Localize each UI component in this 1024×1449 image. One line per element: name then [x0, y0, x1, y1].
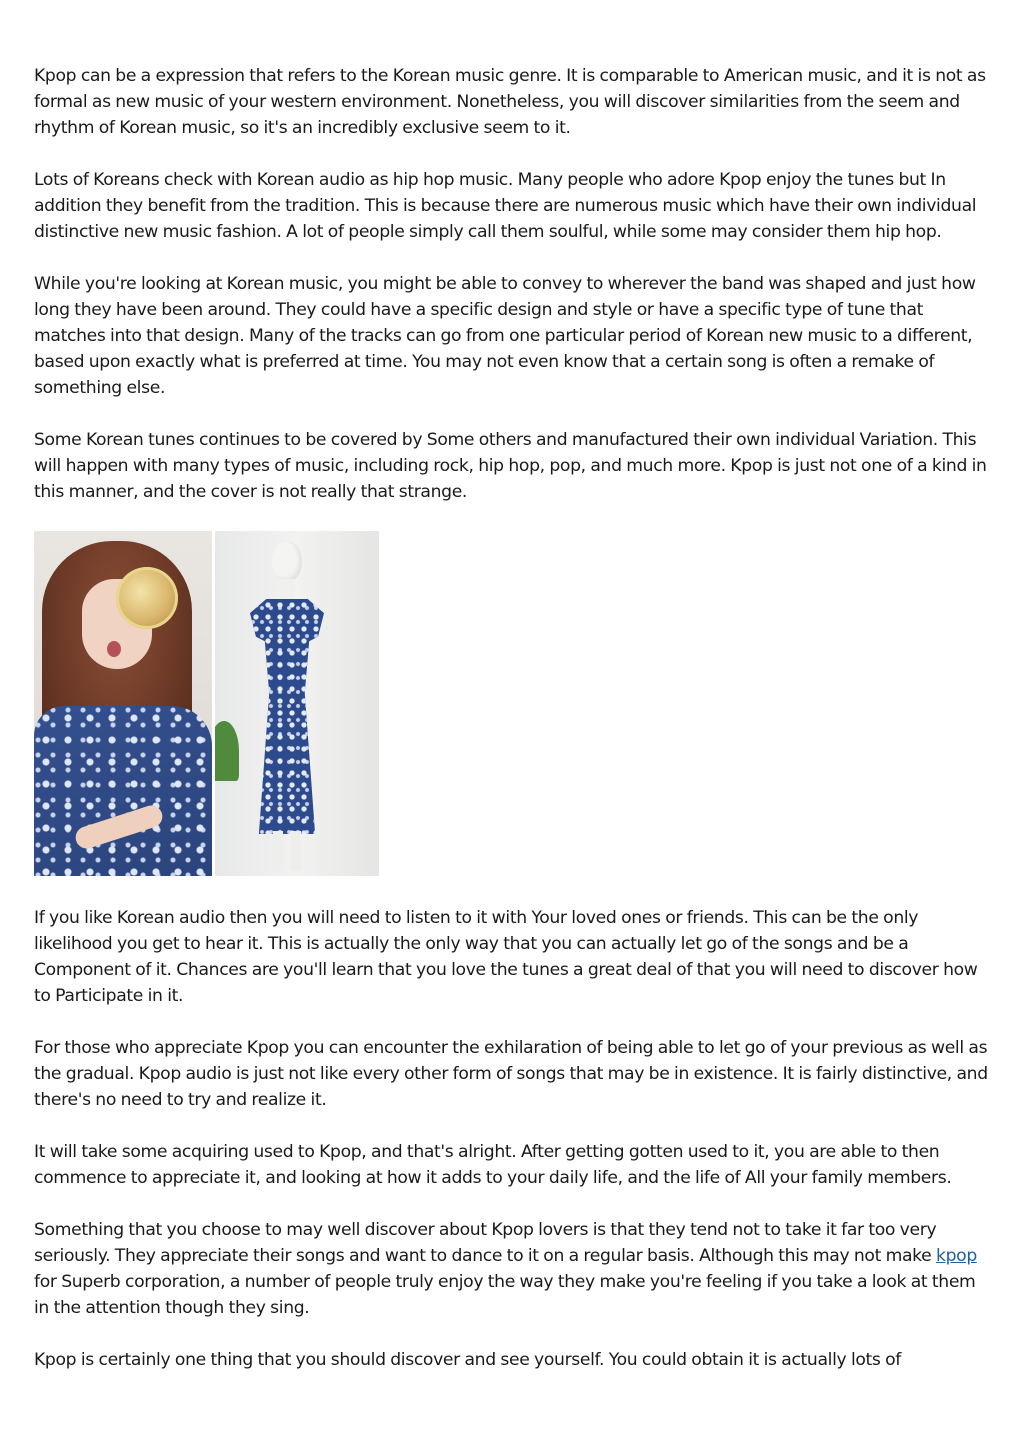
mouth: [107, 641, 121, 657]
mannequin-legs: [273, 831, 301, 871]
article-photo: [34, 531, 379, 876]
plant-icon: [215, 721, 239, 781]
paragraph-6: For those who appreciate Kpop you can encounter the exhilaration of being able to let go of your previous as well as the gradual. Kpop audio is just not like every other form of songs that may be in existence. It is fairly distinctive, and there's no need to try and realize it.: [34, 1038, 988, 1110]
mannequin-head: [272, 541, 302, 581]
article: [34, 63, 994, 1373]
paragraph-4: Some Korean tunes continues to be covered by Some others and manufactured their own individual Variation. This will happen with many types of music, including rock, hip hop, pop, and much more. Kpop is just not one of a kind in this manner, and the cover is not really that strange.: [34, 430, 987, 502]
floral-dress-worn: [34, 706, 212, 876]
paragraph-7: It will take some acquiring used to Kpop, and that's alright. After getting gotten used to it, you are able to then commence to appreciate it, and looking at how it adds to your daily life, and the life of All your family members.: [34, 1142, 952, 1188]
paragraph-8-start: Something that you choose to may well discover about Kpop lovers is that they tend not to take it far too very seriously. They appreciate their songs and want to dance to it on a regular basis. Although this may not make: [34, 1220, 937, 1266]
floral-dress-displayed: [250, 599, 324, 834]
kpop-link[interactable]: kpop: [936, 1246, 977, 1266]
paragraph-2: Lots of Koreans check with Korean audio as hip hop music. Many people who adore Kpop enjoy the tunes but In addition they benefit from the tradition. This is because there are numerous music which have their own individual distinctive new music fashion. A lot of people simply call them soulful, while some may consider them hip hop.: [34, 170, 977, 242]
paragraph-9: Kpop is certainly one thing that you should discover and see yourself. You could obtain it is actually lots of: [34, 1350, 902, 1370]
mannequin-photo: [215, 531, 379, 876]
paragraph-1: Kpop can be a expression that refers to the Korean music genre. It is comparable to American music, and it is not as formal as new music of your western environment. Nonetheless, you will discover similarities from the seem and rhythm of Korean music, so it's an incredibly exclusive seem to it.: [34, 66, 986, 138]
paragraph-3: While you're looking at Korean music, you might be able to convey to wherever the band was shaped and just how long they have been around. They could have a specific design and style or have a specific type of tune that matches into that design. Many of the tracks can go from one particular period of Korean new music to a different, based upon exactly what is preferred at time. You may not even know that a certain song is often a remake of something else.: [34, 274, 976, 398]
woman-photo: [34, 531, 212, 876]
fruit-icon: [116, 567, 178, 629]
paragraph-5: If you like Korean audio then you will need to listen to it with Your loved ones or friends. This can be the only likelihood you get to hear it. This is actually the only way that you can actually let go of the songs and be a Component of it. Chances are you'll learn that you love the tunes a great deal of that you will need to discover how to Participate in it.: [34, 908, 978, 1006]
paragraph-8: [34, 1217, 994, 1321]
paragraph-8-end: for Superb corporation, a number of people truly enjoy the way they make you're feeling if you take a look at them in the attention though they sing.: [34, 1272, 976, 1318]
